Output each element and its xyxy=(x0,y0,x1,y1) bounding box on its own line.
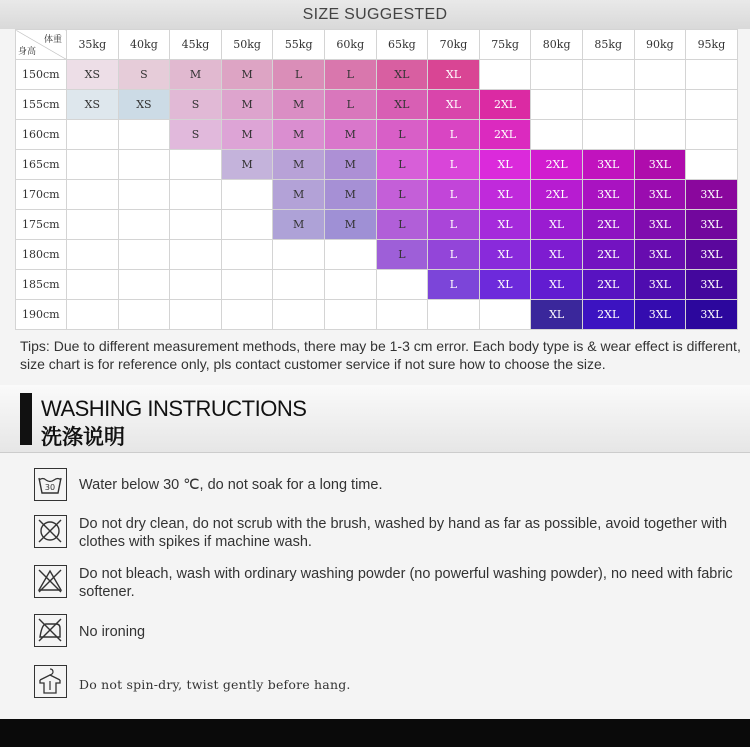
no-dry-clean-icon xyxy=(34,515,67,548)
size-cell: XL xyxy=(479,180,531,210)
size-cell: XL xyxy=(531,240,583,270)
size-cell xyxy=(221,180,273,210)
size-cell: XS xyxy=(67,90,119,120)
size-cell: XL xyxy=(479,240,531,270)
size-cell: 2XL xyxy=(582,270,634,300)
weight-header-cell: 50kg xyxy=(221,30,273,60)
size-cell xyxy=(428,300,480,330)
size-cell: 2XL xyxy=(531,180,583,210)
size-cell xyxy=(67,210,119,240)
size-cell: 3XL xyxy=(634,180,686,210)
washing-title-zh: 洗涤说明 xyxy=(41,426,125,449)
size-cell: 3XL xyxy=(686,240,738,270)
corner-height-label: 身高 xyxy=(18,47,37,57)
size-chart-header xyxy=(0,0,750,29)
size-cell: 2XL xyxy=(531,150,583,180)
size-cell xyxy=(221,240,273,270)
size-cell: 2XL xyxy=(582,300,634,330)
height-label-cell: 150cm xyxy=(16,60,67,90)
size-cell: L xyxy=(324,60,376,90)
size-cell xyxy=(479,300,531,330)
size-cell xyxy=(118,120,170,150)
instruction-text: Do not bleach, wash with ordinary washing powder (no powerful washing powder), no need with fabric softener. xyxy=(79,566,733,600)
size-cell: 2XL xyxy=(479,90,531,120)
height-label-cell: 180cm xyxy=(16,240,67,270)
size-cell: M xyxy=(221,150,273,180)
height-label-cell: 190cm xyxy=(16,300,67,330)
size-cell xyxy=(376,300,428,330)
size-cell: M xyxy=(273,210,325,240)
size-cell xyxy=(376,270,428,300)
table-row xyxy=(16,60,738,90)
size-cell: XL xyxy=(376,90,428,120)
size-cell xyxy=(67,180,119,210)
size-cell: L xyxy=(428,240,480,270)
size-cell xyxy=(686,60,738,90)
size-cell xyxy=(67,150,119,180)
table-row xyxy=(16,120,738,150)
size-cell xyxy=(531,120,583,150)
size-cell: M xyxy=(273,90,325,120)
weight-header-cell: 90kg xyxy=(634,30,686,60)
table-row xyxy=(16,90,738,120)
size-chart-table xyxy=(15,29,738,330)
size-cell xyxy=(118,270,170,300)
size-cell xyxy=(221,270,273,300)
size-cell: 3XL xyxy=(582,150,634,180)
size-cell: XL xyxy=(531,210,583,240)
size-cell: 3XL xyxy=(686,180,738,210)
size-cell: 2XL xyxy=(582,240,634,270)
size-cell xyxy=(273,240,325,270)
height-label-cell: 160cm xyxy=(16,120,67,150)
size-cell: 3XL xyxy=(634,210,686,240)
size-cell: 3XL xyxy=(634,240,686,270)
table-row xyxy=(16,210,738,240)
size-cell: M xyxy=(273,120,325,150)
size-cell xyxy=(686,120,738,150)
size-cell: L xyxy=(428,120,480,150)
svg-text:30: 30 xyxy=(44,483,56,492)
size-cell: XL xyxy=(428,60,480,90)
size-cell: 2XL xyxy=(479,120,531,150)
size-cell xyxy=(634,120,686,150)
weight-header-cell: 40kg xyxy=(118,30,170,60)
size-cell: M xyxy=(221,60,273,90)
size-cell: XL xyxy=(531,270,583,300)
weight-header-cell: 80kg xyxy=(531,30,583,60)
size-cell: S xyxy=(170,120,222,150)
size-cell xyxy=(221,300,273,330)
size-cell: L xyxy=(273,60,325,90)
size-cell xyxy=(170,150,222,180)
size-cell xyxy=(170,240,222,270)
table-row xyxy=(16,270,738,300)
height-label-cell: 165cm xyxy=(16,150,67,180)
height-label-cell: 175cm xyxy=(16,210,67,240)
height-label-cell: 155cm xyxy=(16,90,67,120)
size-cell: M xyxy=(221,120,273,150)
size-cell: L xyxy=(428,180,480,210)
size-cell: L xyxy=(428,150,480,180)
size-cell xyxy=(170,270,222,300)
size-cell xyxy=(118,300,170,330)
size-cell: 2XL xyxy=(582,210,634,240)
size-cell xyxy=(582,60,634,90)
size-cell xyxy=(582,120,634,150)
size-cell xyxy=(324,240,376,270)
size-cell xyxy=(170,210,222,240)
weight-header-cell: 45kg xyxy=(170,30,222,60)
instruction-text: Do not dry clean, do not scrub with the brush, washed by hand as far as possible, avoid together with clothes with spikes if machine wash. xyxy=(79,516,728,550)
weight-header-cell: 60kg xyxy=(324,30,376,60)
size-cell: 3XL xyxy=(634,270,686,300)
height-label-cell: 170cm xyxy=(16,180,67,210)
size-cell: 3XL xyxy=(686,300,738,330)
size-cell xyxy=(273,270,325,300)
size-cell: S xyxy=(170,90,222,120)
banner-accent-bar xyxy=(20,393,32,445)
size-cell: M xyxy=(324,150,376,180)
hang-dry-icon xyxy=(34,665,67,698)
size-cell: M xyxy=(324,120,376,150)
size-cell: L xyxy=(376,210,428,240)
weight-header-cell: 55kg xyxy=(273,30,325,60)
size-cell: XS xyxy=(118,90,170,120)
size-cell: 3XL xyxy=(686,210,738,240)
washing-banner xyxy=(0,385,750,453)
size-cell xyxy=(170,180,222,210)
weight-header-cell: 75kg xyxy=(479,30,531,60)
weight-header-row xyxy=(16,30,738,60)
size-cell: 3XL xyxy=(582,180,634,210)
instruction-text: Water below 30 ℃, do not soak for a long time. xyxy=(79,477,383,493)
table-row xyxy=(16,240,738,270)
size-cell: XL xyxy=(531,300,583,330)
size-cell: 3XL xyxy=(634,150,686,180)
size-cell xyxy=(170,300,222,330)
size-cell: L xyxy=(428,210,480,240)
size-cell: L xyxy=(376,150,428,180)
wash-30-icon xyxy=(34,468,67,501)
weight-header-cell: 85kg xyxy=(582,30,634,60)
size-cell: M xyxy=(273,180,325,210)
footer-bar xyxy=(0,719,750,747)
size-chart-title: SIZE SUGGESTED xyxy=(302,6,448,23)
size-cell xyxy=(324,270,376,300)
size-cell: L xyxy=(376,240,428,270)
size-cell xyxy=(118,210,170,240)
size-cell: L xyxy=(376,120,428,150)
size-cell: M xyxy=(221,90,273,120)
size-cell xyxy=(67,240,119,270)
instruction-text: Do not spin-dry, twist gently before hang. xyxy=(79,677,351,692)
table-corner xyxy=(16,30,67,60)
size-cell xyxy=(273,300,325,330)
size-cell xyxy=(118,180,170,210)
table-row xyxy=(16,300,738,330)
size-tips: Tips: Due to different measurement methods, there may be 1-3 cm error. Each body type is & wear effect is different, size chart is for reference only, pls contact customer service if not sure how to choose the size. xyxy=(20,338,741,372)
size-cell xyxy=(634,60,686,90)
size-cell: XL xyxy=(479,150,531,180)
size-cell: XL xyxy=(428,90,480,120)
size-cell xyxy=(686,90,738,120)
size-cell xyxy=(479,60,531,90)
size-cell: 3XL xyxy=(686,270,738,300)
size-cell: L xyxy=(324,90,376,120)
weight-header-cell: 35kg xyxy=(67,30,119,60)
size-cell: 3XL xyxy=(634,300,686,330)
size-cell xyxy=(221,210,273,240)
size-cell: XL xyxy=(479,210,531,240)
size-cell xyxy=(67,270,119,300)
size-cell: M xyxy=(170,60,222,90)
size-cell: M xyxy=(324,210,376,240)
instruction-text: No ironing xyxy=(79,624,146,640)
no-iron-icon xyxy=(34,614,67,647)
corner-weight-label: 体重 xyxy=(43,35,62,45)
size-cell xyxy=(67,300,119,330)
weight-header-cell: 70kg xyxy=(428,30,480,60)
size-cell xyxy=(67,120,119,150)
table-row xyxy=(16,150,738,180)
size-cell xyxy=(686,150,738,180)
size-cell xyxy=(118,240,170,270)
size-cell: S xyxy=(118,60,170,90)
size-cell xyxy=(531,90,583,120)
weight-header-cell: 65kg xyxy=(376,30,428,60)
size-cell: XL xyxy=(479,270,531,300)
size-cell xyxy=(324,300,376,330)
size-cell xyxy=(634,90,686,120)
height-label-cell: 185cm xyxy=(16,270,67,300)
weight-header-cell: 95kg xyxy=(686,30,738,60)
no-bleach-icon xyxy=(34,565,67,598)
size-cell: M xyxy=(273,150,325,180)
size-cell: L xyxy=(428,270,480,300)
size-cell: M xyxy=(324,180,376,210)
size-cell xyxy=(582,90,634,120)
washing-title-en: WASHING INSTRUCTIONS xyxy=(41,396,307,421)
size-cell: XL xyxy=(376,60,428,90)
size-cell: XS xyxy=(67,60,119,90)
size-cell: L xyxy=(376,180,428,210)
table-row xyxy=(16,180,738,210)
size-cell xyxy=(118,150,170,180)
size-cell xyxy=(531,60,583,90)
